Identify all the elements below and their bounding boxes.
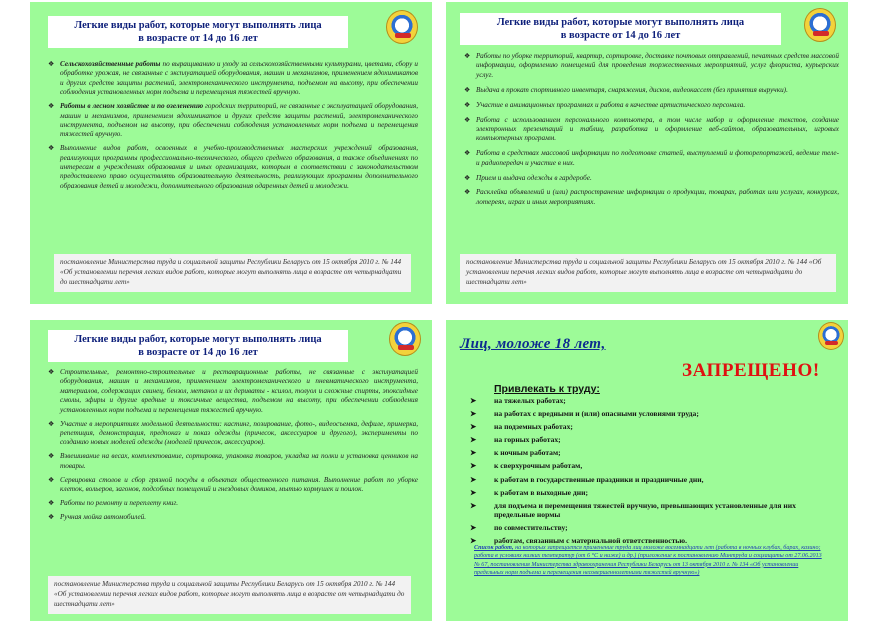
slide-title [48,330,348,362]
work-list [464,52,839,213]
slide-title [48,16,348,48]
list-item [464,188,839,207]
item-bold: Сельскохозяйственные работы [60,60,161,68]
diamond-bullet-icon: ❖ [464,52,471,60]
item-text: Взвешивание на весах, комплектование, сортировка, упаковка товаров, укладка на полки и установка ценников на товары. [60,452,418,470]
arrow-bullet-icon: ➤ [470,435,477,445]
item-text: Прием и выдача одежды в гардеробе. [476,173,592,182]
item-text: Работы по уборке территорий, квартир, сортировке, доставке почтовых отправлений, печатных средств массовой информации, оформлению помещений для проведения торжественных мероприятий, услуг флориста, курьерских услуг. [476,52,839,79]
item-text: Работа в средствах массовой информации по подготовке статей, выступлений и фоторепортажей, ведение теле- и радиопередач и участие в них. [476,149,839,167]
diamond-bullet-icon: ❖ [48,368,55,376]
item-text: Выполнение видов работ, освоенных в учебно-производственных мастерских учреждений образования, реализующих программы профессионально-технического, общего среднего образования, а также объединениях по интересам в учреждениях образования и иных организациях, которым в соответствии с законодательством предоставлено право осуществлять образовательную деятельность, реализующих программы дополнительного образования детей и молодежи, дополнительного образования одаренных детей и молодежи. [60,144,418,190]
list-item [470,422,820,431]
note-text: на которых запрещается применение труда лиц моложе восемнадцати лет (работа в ночных клубах, барах, казино; работа в условиях низких температур (от 6 °С и ниже) и др.) (приложение к постановлению Минтруда и соцзащиты от 27.06.2013 № 67, постановления Министерства здравоохранения Республики Беларусь от 13 октября 2010 г. № 134 «Об установлении предельных норм подъема и перемещения несовершеннолетними тяжестей вручную») [474,545,822,576]
title-line-2: в возрасте от 14 до 16 лет [138,347,258,358]
item-text: Расклейка объявлений и (или) распространение информации о продукции, товарах, работах или услугах, конкурсах, лотереях, играх и иных мероприятиях. [476,188,839,206]
source-citation: постановление Министерства труда и социальной защиты Республики Беларусь от 15 октября 2010 г. № 144 «Об установлении перечня легких видов работ, которые могут выполнять лица в возрасте от четырнадцати до шестнадцати лет» [54,254,411,292]
item-text: по выращиванию и уходу за сельскохозяйственными культурами, цветами, сбору и обработке урожая, не связанные с эксплуатацией оборудования, машин и механизмов, применением ядохимикатов и других средств защиты растений, электромеханического инструмента, подъемом на высоту, при обеспечении соблюдения установленных норм подъема и перемещения тяжестей вручную. [60,60,418,97]
arrow-bullet-icon: ➤ [470,523,477,533]
item-text: Сервировка столов и сбор грязной посуды в объектах общественного питания. Выполнение работ по уборке клеток, вольеров, загонов, подсобных помещений и гнездовых домиков, мытью кормушек и поилок. [60,475,418,493]
slide-panel-4 [446,320,848,621]
list-item [48,452,418,471]
slide-panel-3 [30,320,432,621]
slide-panel-1 [30,2,432,304]
diamond-bullet-icon: ❖ [48,512,55,521]
work-list [48,368,418,527]
list-item [48,420,418,448]
item-text: на подземных работах; [494,422,573,432]
list-item [464,149,839,168]
item-text: городских территорий, не связанные с эксплуатацией оборудования, машин и механизмов, применением ядохимикатов и других средств защиты растений, электромеханического инструмента, подъемом на высоту, при обеспечении соблюдения установленных норм подъема и перемещения тяжестей вручную. [60,102,418,139]
diamond-bullet-icon: ❖ [48,475,55,484]
item-bold: Работы в лесном хозяйстве и по озеленению [60,102,204,111]
slide-panel-2 [446,2,848,304]
source-citation: постановление Министерства труда и социальной защиты Республики Беларусь от 15 октября 2010 г. № 144 «Об установлении перечня легких видов работ, которые могут выполнять лица в возрасте от четырнадцати до шестнадцати лет» [48,576,411,614]
forbidden-banner: ЗАПРЕЩЕНО! [682,360,820,381]
list-item [470,488,820,497]
list-item [48,144,418,191]
arrow-bullet-icon: ➤ [470,396,477,405]
list-item [48,102,418,140]
list-item [470,409,820,418]
item-text: Выдача в прокат спортивного инвентаря, снаряжения, дисков, видеокассет (без принятия выручки). [476,85,788,94]
list-item [464,116,839,144]
item-text: на горных работах; [494,435,561,445]
diamond-bullet-icon: ❖ [464,149,471,158]
item-text: к сверхурочным работам, [494,461,583,471]
item-text: на работах с вредными и (или) опасными условиями труда; [494,409,699,419]
list-item [48,368,418,415]
arrow-bullet-icon: ➤ [470,474,477,484]
title-line-1: Легкие виды работ, которые могут выполнять лица [74,334,322,345]
item-text: на тяжелых работах; [494,396,566,405]
emblem-icon [818,322,844,350]
arrow-bullet-icon: ➤ [470,422,477,432]
item-text: Строительные, ремонтно-строительные и реставрационные работы, не связанные с эксплуатацией оборудования, машин и механизмов, применением электромеханического и пневматического инструмента, материалов, содержащих свинец, бензол, метанол и их дериваты - ксилол, толуол и сложные спирты, эпоксидные смолы, эфиры и другие вредные и токсичные вещества, подъемом на высоту, при обеспечении соблюдения установленных норм подъема и перемещения тяжестей вручную. [60,368,418,414]
diamond-bullet-icon: ❖ [464,173,471,182]
title-line-1: Легкие виды работ, которые могут выполнять лица [496,17,745,28]
diamond-bullet-icon: ❖ [48,60,55,68]
legal-note-link[interactable] [474,544,824,577]
item-text: работам, связанным с материальной ответственностью. [494,536,688,546]
list-item [464,101,839,110]
list-item [470,501,820,520]
list-item [48,476,418,495]
arrow-bullet-icon: ➤ [470,536,477,546]
list-item [470,461,820,470]
list-item [470,523,820,532]
list-item [464,86,839,95]
emblem-icon [389,322,421,356]
arrow-bullet-icon: ➤ [470,409,477,419]
diamond-bullet-icon: ❖ [48,452,55,461]
diamond-bullet-icon: ❖ [464,115,471,124]
item-text: Участие в мероприятиях модельной деятельности: кастинг, позирование, фото-, видеосъемка, дефиле, примерка, репетиция, демонстрация, предпоказ и показ одежды (причесок, аксессуаров и другого), эксперименты по созданию новых моделей одежды (моделей причесок, аксессуаров). [60,419,418,447]
item-text: Работы по ремонту и переплету книг. [60,498,178,507]
diamond-bullet-icon: ❖ [464,188,471,197]
title-line-2: в возрасте от 14 до 16 лет [560,30,681,41]
list-item [48,513,418,522]
diamond-bullet-icon: ❖ [464,85,471,94]
item-text: Работа с использованием персонального компьютера, в том числе набор и оформление текстов, создание электронных презентаций и таблиц, разработка и оформление веб-сайтов, образовательных, игровых компьютерных программ. [476,115,839,143]
list-item [470,475,820,484]
item-text: к ночным работам; [494,448,561,458]
list-item [48,499,418,508]
work-list [48,60,418,196]
emblem-icon [804,8,836,42]
item-text: для подъема и перемещения тяжестей вручную, превышающих установленные для них предельные нормы [494,500,796,520]
diamond-bullet-icon: ❖ [48,144,55,153]
item-text: к работам в государственные праздники и праздничные дни, [494,474,704,484]
arrow-bullet-icon: ➤ [470,461,477,471]
slide-title [460,13,781,45]
diamond-bullet-icon: ❖ [464,100,471,109]
item-text: Участие в анимационных программах и работа в качестве артистического персонала. [476,100,746,109]
title-line-2: в возрасте от 14 до 16 лет [138,33,258,44]
list-heading: Привлекать к труду: [494,383,600,395]
note-lead: Список работ, [474,545,514,551]
list-item [470,448,820,457]
arrow-bullet-icon: ➤ [470,487,477,497]
slide-title: Лиц, моложе 18 лет, [460,336,606,352]
item-text: по совместительству; [494,523,568,533]
title-line-1: Легкие виды работ, которые могут выполнять лица [74,20,322,31]
diamond-bullet-icon: ❖ [48,498,55,507]
arrow-bullet-icon: ➤ [470,448,477,458]
arrow-bullet-icon: ➤ [470,500,477,510]
list-item [470,435,820,444]
list-item [464,174,839,183]
diamond-bullet-icon: ❖ [48,419,55,428]
list-item [464,52,839,80]
diamond-bullet-icon: ❖ [48,102,55,111]
list-item [48,60,418,98]
list-item [470,396,820,405]
item-text: к работам в выходные дни; [494,487,589,497]
source-citation: постановление Министерства труда и социальной защиты Республики Беларусь от 15 октября 2010 г. № 144 «Об установлении перечня легких видов работ, которые могут выполнять лица в возрасте от четырнадцати до шестнадцати лет» [460,254,836,292]
item-text: Ручная мойка автомобилей. [60,512,147,521]
emblem-icon [386,10,418,44]
prohibited-list [470,396,820,549]
